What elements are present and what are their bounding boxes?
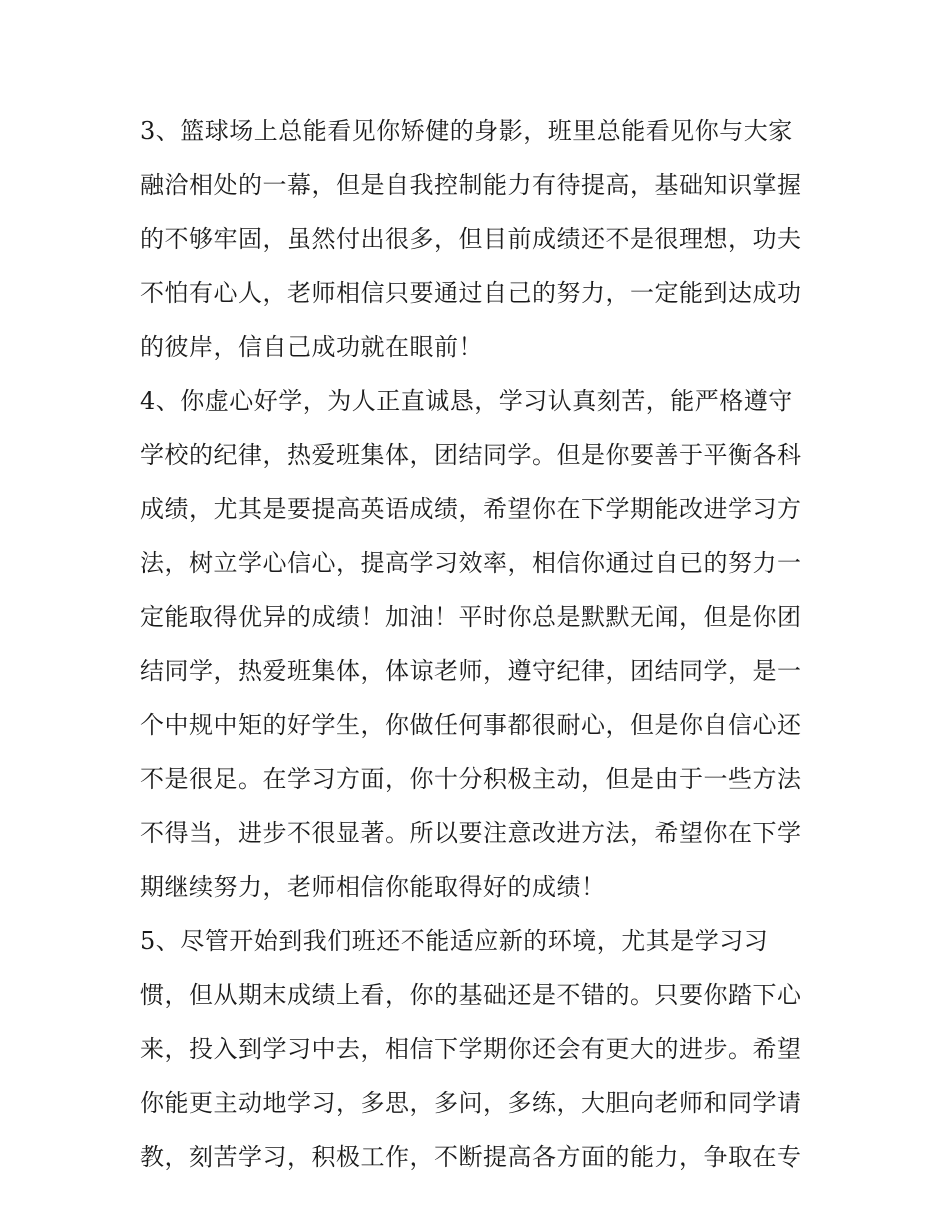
text-line: 的不够牢固，虽然付出很多，但目前成绩还不是很理想，功夫 (140, 225, 802, 253)
text-line: 4、你虚心好学，为人正直诚恳，学习认真刻苦，能严格遵守 (140, 387, 793, 415)
text-line: 的彼岸，信自己成功就在眼前！ (140, 333, 483, 361)
text-line: 学校的纪律，热爱班集体，团结同学。但是你要善于平衡各科 (140, 441, 802, 469)
text-line: 法，树立学心信心，提高学习效率，相信你通过自已的努力一 (140, 549, 802, 577)
text-line: 教，刻苦学习，积极工作，不断提高各方面的能力，争取在专 (140, 1143, 802, 1171)
text-line: 3、篮球场上总能看见你矫健的身影，班里总能看见你与大家 (140, 117, 793, 145)
text-line: 定能取得优异的成绩！加油！平时你总是默默无闻，但是你团 (140, 603, 802, 631)
text-line: 5、尽管开始到我们班还不能适应新的环境，尤其是学习习 (140, 927, 769, 955)
text-line: 成绩，尤其是要提高英语成绩，希望你在下学期能改进学习方 (140, 495, 802, 523)
text-line: 期继续努力，老师相信你能取得好的成绩！ (140, 873, 606, 901)
text-line: 来，投入到学习中去，相信下学期你还会有更大的进步。希望 (140, 1035, 802, 1063)
document-body (140, 104, 820, 1184)
text-line: 不怕有心人，老师相信只要通过自己的努力，一定能到达成功 (140, 279, 802, 307)
text-line: 惯，但从期末成绩上看，你的基础还是不错的。只要你踏下心 (140, 981, 802, 1009)
text-line: 融洽相处的一幕，但是自我控制能力有待提高，基础知识掌握 (140, 171, 802, 199)
text-line: 结同学，热爱班集体，体谅老师，遵守纪律，团结同学，是一 (140, 657, 802, 685)
text-line: 不是很足。在学习方面，你十分积极主动，但是由于一些方法 (140, 765, 802, 793)
text-line: 你能更主动地学习，多思，多问，多练，大胆向老师和同学请 (140, 1089, 802, 1117)
text-line: 不得当，进步不很显著。所以要注意改进方法，希望你在下学 (140, 819, 802, 847)
text-line: 个中规中矩的好学生，你做任何事都很耐心，但是你自信心还 (140, 711, 802, 739)
